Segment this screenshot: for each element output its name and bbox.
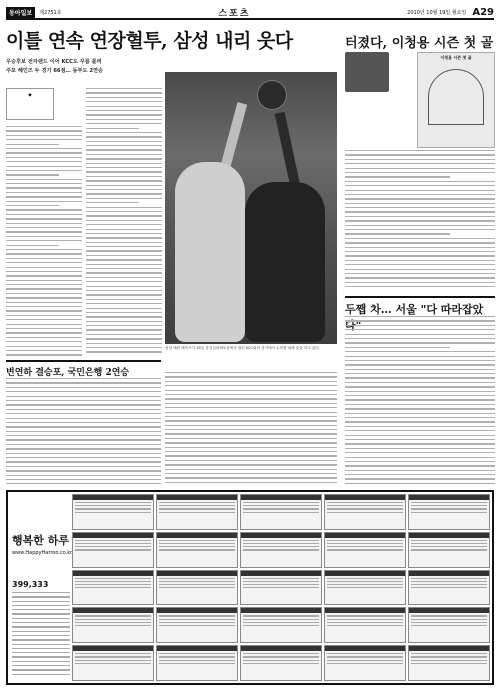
ad-cell	[156, 570, 238, 606]
issue-number: 제2751호	[39, 9, 62, 16]
basketball-photo	[165, 72, 337, 344]
second-article-body	[345, 316, 495, 484]
ad-cell	[408, 532, 490, 568]
ad-cell	[240, 532, 322, 568]
left-bottom-headline: 변연하 결승포, 국민은행 2연승	[6, 360, 161, 378]
newspaper-logo: 동아일보	[6, 7, 35, 18]
ad-cell	[156, 607, 238, 643]
ad-brand-name: 행복한 하루	[12, 534, 69, 547]
side-article-body	[345, 150, 495, 290]
photo-caption: 삼성 애런 헤인즈가 18일 잠실실내체육관에서 열린 KCC와의 경기에서 수비를 피해 슛을 하고 있다.	[165, 346, 321, 350]
ad-cell	[72, 494, 154, 530]
ad-cell	[240, 570, 322, 606]
team-logo-box	[6, 88, 54, 120]
ad-left-column	[12, 580, 70, 679]
brand	[6, 7, 62, 18]
ad-cell	[240, 494, 322, 530]
ad-cell	[240, 607, 322, 643]
ad-cell	[408, 494, 490, 530]
team-logo-icon: ◆	[28, 93, 32, 98]
left-bottom-body	[6, 378, 161, 484]
subhead-line: 주포 헤인즈 두 경기 66점… 동부도 2연승	[6, 68, 104, 74]
ad-cell	[156, 494, 238, 530]
ad-cell	[324, 607, 406, 643]
ad-cell	[240, 645, 322, 681]
ad-cell	[408, 645, 490, 681]
diagram-title: 이청용 시즌 첫 골	[440, 55, 472, 60]
ad-cell	[324, 494, 406, 530]
section-title: 스포츠	[218, 8, 251, 19]
ad-cell	[324, 645, 406, 681]
ad-cell	[72, 570, 154, 606]
ad-url: www.HappyHarroo.co.kr	[12, 550, 73, 556]
player-figure	[175, 162, 245, 342]
page-number: A29	[472, 6, 494, 18]
ad-cell	[408, 607, 490, 643]
ad-cell	[408, 570, 490, 606]
player-arm	[275, 112, 301, 192]
field-icon	[428, 69, 484, 125]
player-portrait	[345, 52, 389, 92]
main-headline: 이틀 연속 연장혈투, 삼성 내리 웃다	[6, 30, 293, 52]
goal-diagram	[417, 52, 495, 148]
ad-cell	[156, 645, 238, 681]
ad-cell	[72, 607, 154, 643]
ad-cell	[72, 532, 154, 568]
side-headline: 터졌다, 이청용 시즌 첫 골	[345, 36, 494, 51]
sports-briefs	[165, 372, 337, 484]
masthead-right	[407, 7, 494, 18]
basketball-icon	[257, 80, 287, 110]
advertisement	[6, 490, 494, 685]
subhead-line: 우승후보 전자랜드 이어 KCC도 꾸름 몰려	[6, 59, 102, 65]
second-headline: 두쨉 차… 서울 "다 따라잡았	[345, 296, 495, 333]
side-article-inset	[345, 52, 495, 148]
ad-brand	[12, 532, 73, 572]
ad-price: 399,333	[12, 580, 49, 589]
ad-cell	[324, 570, 406, 606]
article-body-mid	[86, 88, 162, 356]
player-figure	[245, 182, 325, 342]
ad-cell	[72, 645, 154, 681]
masthead	[6, 6, 494, 20]
ad-cell	[156, 532, 238, 568]
ad-cell	[324, 532, 406, 568]
main-subhead	[6, 58, 136, 76]
article-body-left	[6, 126, 82, 356]
ad-grid	[72, 494, 490, 681]
issue-date: 2010년 10월 19일 월요일	[407, 9, 467, 16]
